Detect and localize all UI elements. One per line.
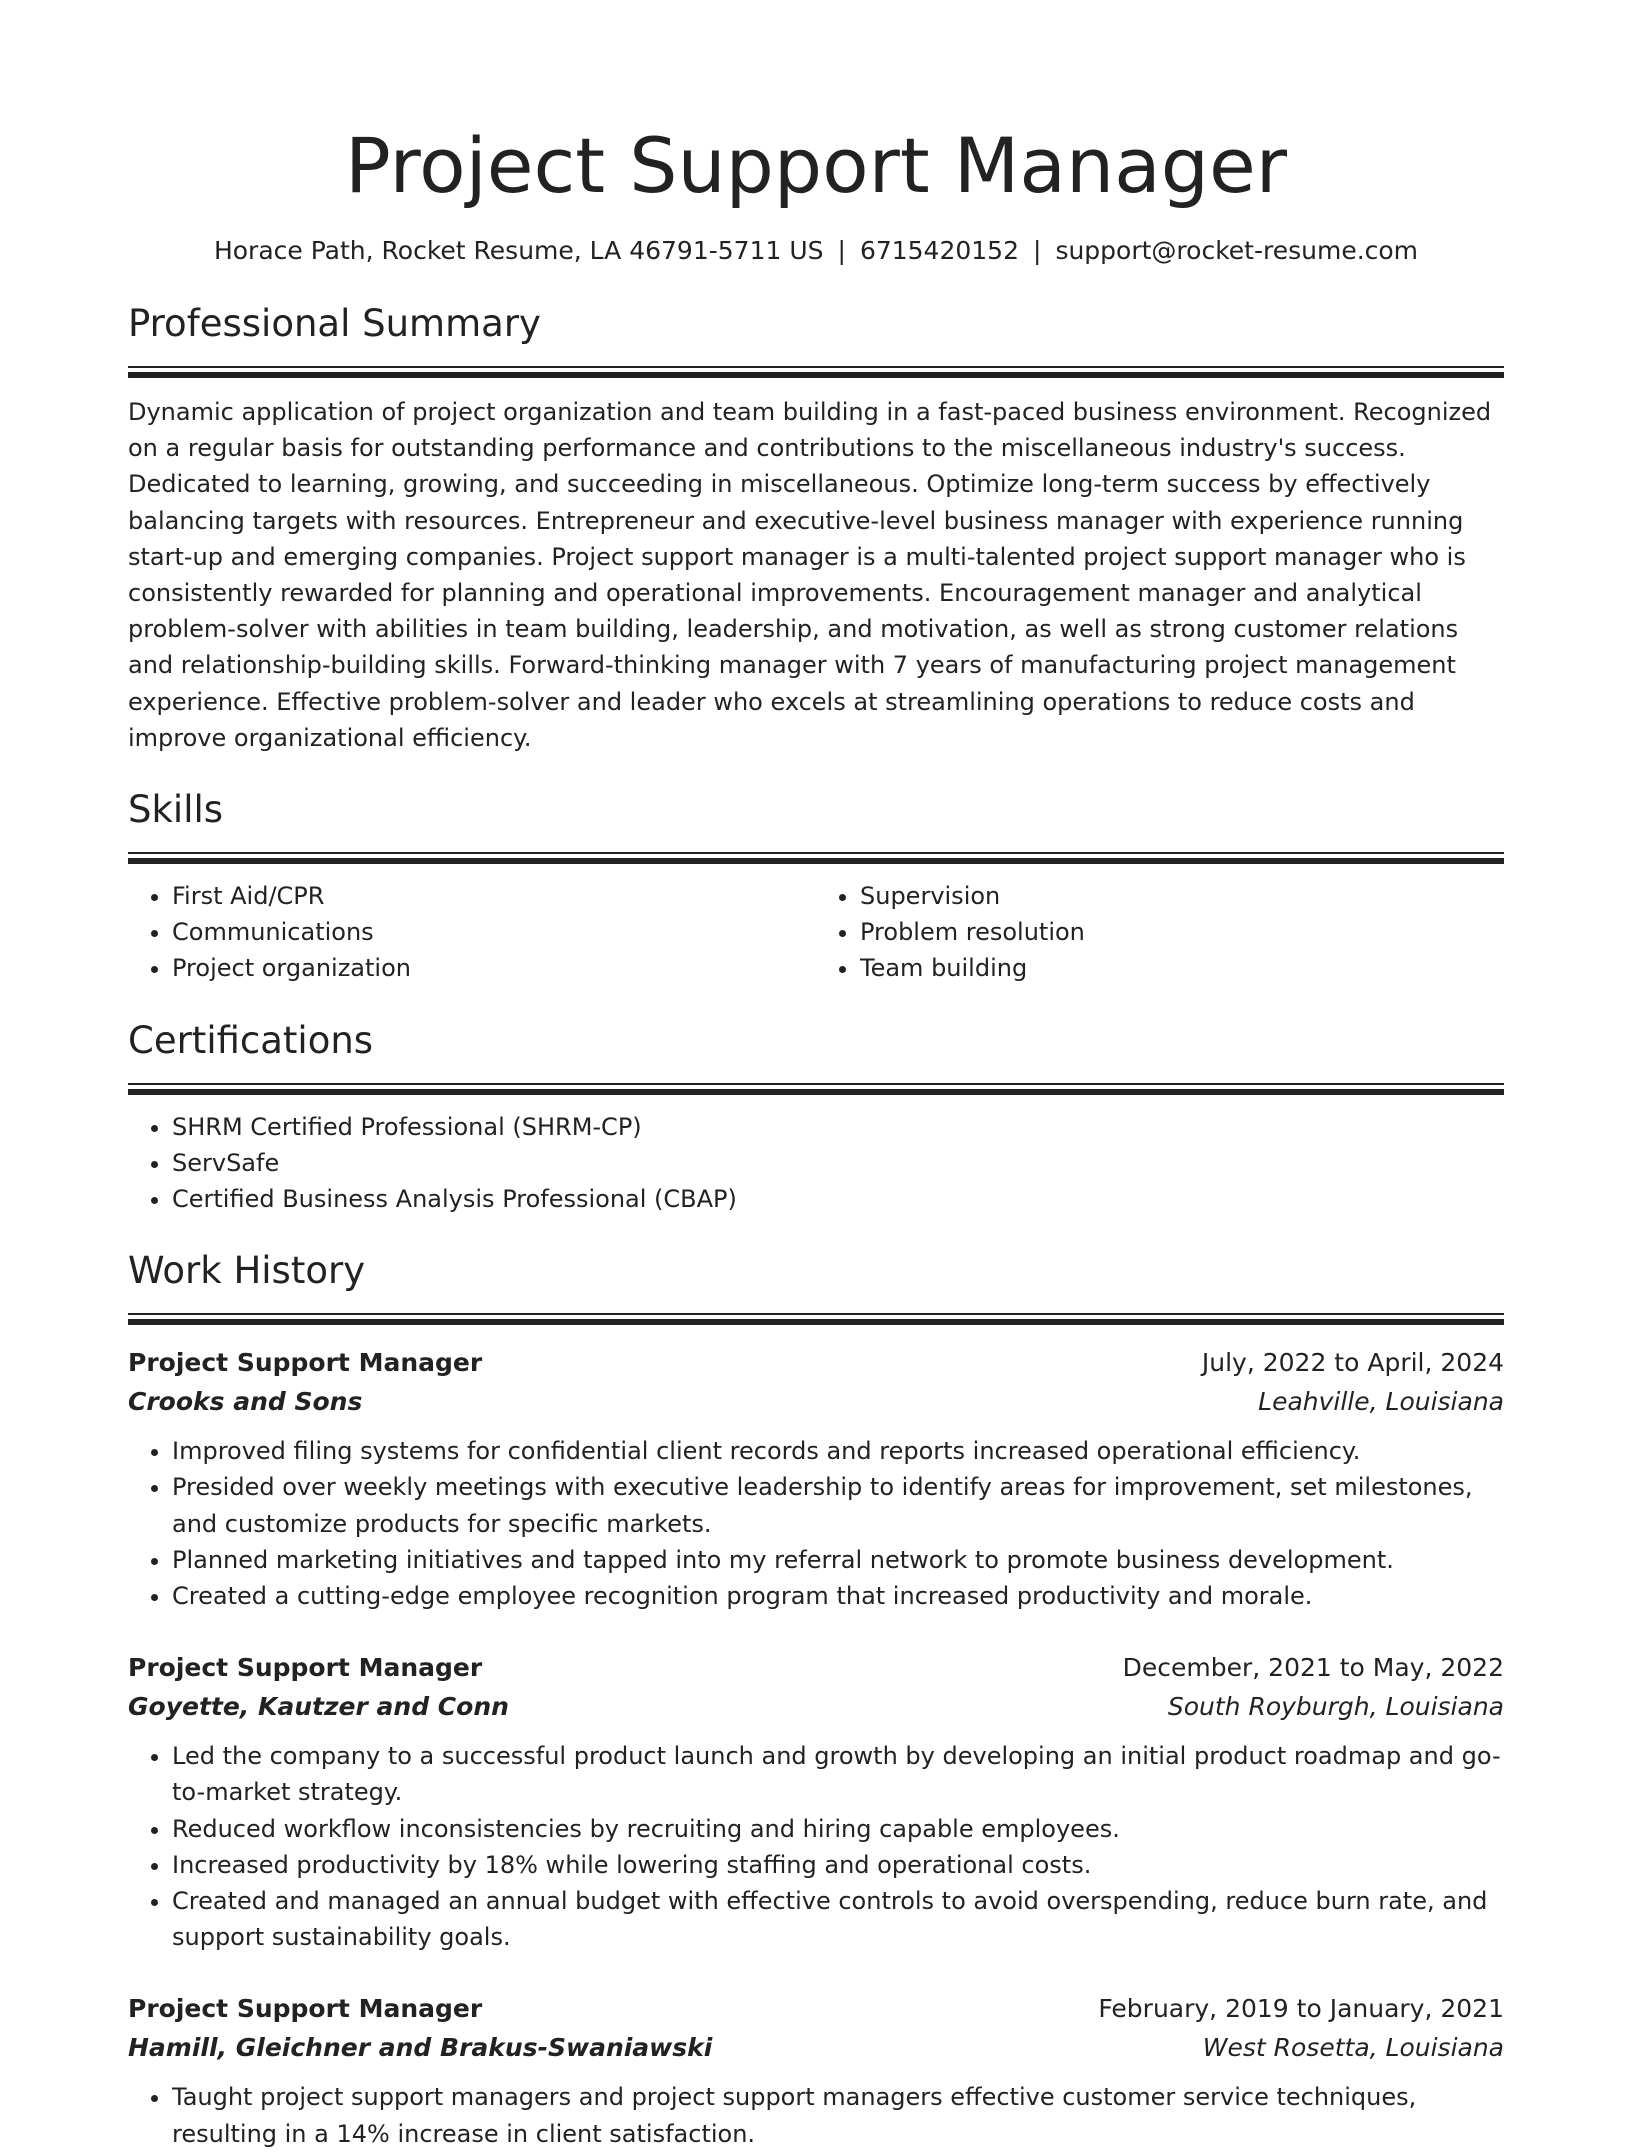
summary-text: Dynamic application of project organization and team building in a fast-paced business environment. Recognized on a regular basis for outstanding performance and contributions to the miscellaneous industry's success. Dedicated to learning, growing, and succeeding in miscellaneous. Optimize long-term success by effectively balancing targets with resources. Entrepreneur and executive-level business manager with experience running start-up and emerging companies. Project support manager is a multi-talented project support manager who is consistently rewarded for planning and operational improvements. Encouragement manager and analytical problem-solver with abilities in team building, leadership, and motivation, as well as strong customer relations and relationship-building skills. Forward-thinking manager with 7 years of manufacturing project management experience. Effective problem-solver and leader who excels at streamlining operations to reduce costs and improve organizational efficiency. (128, 398, 1492, 752)
job-bullet: • Planned marketing initiatives and tapped into my referral network to promote business development. (172, 1542, 1504, 1578)
job-title: Project Support Manager (128, 1348, 483, 1378)
job-company-row (128, 2028, 1504, 2067)
job-entry (128, 1989, 1504, 2151)
job-company: Crooks and Sons (128, 1387, 363, 1417)
section-title-work-history: Work History (128, 1249, 366, 1293)
job-header-row (128, 1343, 1504, 1382)
certifications-section (128, 1017, 1504, 1218)
contact-line (128, 234, 1504, 268)
job-bullet: • Led the company to a successful product launch and growth by developing an initial product roadmap and go-to-market strategy. (172, 1738, 1504, 1810)
section-divider (128, 1083, 1504, 1095)
job-title: Project Support Manager (128, 1653, 483, 1683)
job-header-row (128, 1648, 1504, 1687)
job-company: Goyette, Kautzer and Conn (128, 1692, 509, 1722)
section-title-summary: Professional Summary (128, 302, 541, 345)
skills-list-left (128, 878, 816, 987)
job-bullet: • Taught project support managers and project support managers effective customer service techniques, resulting in a 14% increase in client satisfaction. (172, 2079, 1504, 2151)
job-entry (128, 1648, 1504, 1955)
work-history-section (128, 1247, 1504, 2152)
section-divider (128, 852, 1504, 864)
job-location: South Royburgh, Louisiana (1167, 1692, 1504, 1722)
skill-item: • Project organization (172, 950, 816, 986)
job-title: Project Support Manager (128, 1994, 483, 2024)
job-bullet: • Created a cutting-edge employee recognition program that increased productivity and morale. (172, 1578, 1504, 1614)
job-location: West Rosetta, Louisiana (1202, 2033, 1504, 2063)
job-bullet: • Reduced workflow inconsistencies by recruiting and hiring capable employees. (172, 1811, 1504, 1847)
job-entry (128, 1343, 1504, 1614)
skill-item: • Problem resolution (860, 914, 1504, 950)
resume-name: Project Support Manager (345, 121, 1287, 210)
section-title-certifications: Certifications (128, 1018, 374, 1062)
job-bullet: • Improved filing systems for confidential client records and reports increased operational efficiency. (172, 1433, 1504, 1469)
contact-address: Horace Path, Rocket Resume, LA 46791-5711 US (213, 236, 824, 265)
job-company-row (128, 1382, 1504, 1421)
certification-item: • Certified Business Analysis Professional (CBAP) (172, 1181, 1504, 1217)
section-title-skills: Skills (128, 788, 224, 832)
contact-separator: | (1033, 236, 1042, 265)
skill-item: • Supervision (860, 878, 1504, 914)
job-location: Leahville, Louisiana (1258, 1387, 1504, 1417)
skill-item: • Team building (860, 950, 1504, 986)
certification-item: • ServSafe (172, 1145, 1504, 1181)
certification-item: • SHRM Certified Professional (SHRM-CP) (172, 1109, 1504, 1145)
skills-grid (128, 864, 1504, 987)
job-bullet: • Increased productivity by 18% while lowering staffing and operational costs. (172, 1847, 1504, 1883)
job-dates: July, 2022 to April, 2024 (1201, 1348, 1504, 1378)
job-dates: February, 2019 to January, 2021 (1098, 1994, 1504, 2024)
section-divider (128, 1313, 1504, 1325)
job-bullets (128, 2079, 1504, 2151)
job-dates: December, 2021 to May, 2022 (1122, 1653, 1504, 1683)
skill-item: • First Aid/CPR (172, 878, 816, 914)
job-header-row (128, 1989, 1504, 2028)
summary-section (128, 300, 1504, 756)
skills-section (128, 786, 1504, 987)
job-bullets (128, 1433, 1504, 1614)
skill-item: • Communications (172, 914, 816, 950)
job-bullet: • Created and managed an annual budget with effective controls to avoid overspending, reduce burn rate, and support sustainability goals. (172, 1883, 1504, 1955)
contact-separator: | (837, 236, 846, 265)
job-bullet: • Presided over weekly meetings with executive leadership to identify areas for improvement, set milestones, and customize products for specific markets. (172, 1469, 1504, 1541)
contact-phone: 6715420152 (859, 236, 1019, 265)
job-company: Hamill, Gleichner and Brakus-Swaniawski (128, 2033, 713, 2063)
job-bullets (128, 1738, 1504, 1955)
section-divider (128, 366, 1504, 378)
contact-email: support@rocket-resume.com (1055, 236, 1419, 265)
job-company-row (128, 1687, 1504, 1726)
skills-list-right (816, 878, 1504, 987)
certifications-list (128, 1109, 1504, 1218)
